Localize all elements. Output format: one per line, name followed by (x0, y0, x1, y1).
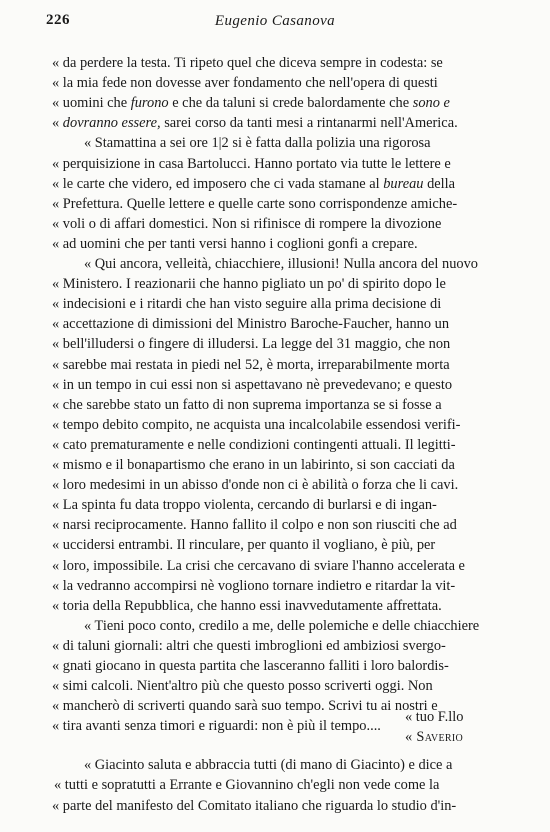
text-line: « Ministero. I reazionarii che hanno pigliato un po' di spirito dopo le (52, 276, 446, 293)
text-line: « toria della Repubblica, che hanno essi inavvedutamente affrettata. (52, 597, 442, 614)
text-line: « la vedranno accompirsi nè vogliono tornare indietro e ritardar la vit- (52, 577, 456, 594)
text-line: « tira avanti senza timori e riguardi: non è più il tempo.... (52, 718, 381, 735)
text-line: « la mia fede non dovesse aver fondamento che nell'opera di questi (52, 75, 438, 92)
text-line: « Giacinto saluta e abbraccia tutti (di mano di Giacinto) e dice a (84, 757, 453, 773)
running-head: Eugenio Casanova (214, 13, 336, 29)
text-line: « Qui ancora, velleità, chiacchiere, illusioni! Nulla ancora del nuovo (84, 256, 478, 272)
page-number: 226 (46, 12, 70, 28)
text-line: « tempo debito compito, ne acquista una incalcolabile essendosi verifi- (52, 416, 461, 433)
text-line: « uomini che furono e che da taluni si crede balordamente che sono e (52, 95, 450, 112)
text-line: « mancherò di scriverti quando sarà suo tempo. Scrivi tu ai nostri e (52, 698, 438, 715)
text-line: « le carte che videro, ed imposero che ci vada stamane al bureau della (52, 175, 456, 192)
text-line: « accettazione di dimissioni del Ministro Baroche-Faucher, hanno un (52, 316, 450, 333)
signature-closing: « tuo F.llo (405, 709, 464, 725)
text-line: « indecisioni e i ritardi che han visto seguire alla prima decisione di (52, 296, 442, 313)
text-line: « cato prematuramente e nelle condizioni contingenti attuali. Il legitti- (52, 436, 456, 453)
page-header (0, 12, 550, 36)
text-line: « in un tempo in cui essi non si aspettavano nè prevedevano; e questo (52, 376, 453, 393)
text-line: « Tieni poco conto, credilo a me, delle polemiche e delle chiacchiere (84, 617, 480, 634)
text-line: « Prefettura. Quelle lettere e quelle carte sono corrispondenze amiche- (52, 195, 458, 212)
text-line: « sarebbe mai restata in piedi nel 52, è morta, irreparabilmente morta (52, 356, 450, 373)
text-line: « voli o di affari domestici. Non si rifinisce di rompere la divozione (52, 215, 442, 232)
text-line: « ad uomini che per tanti versi hanno i coglioni gonfi a crepare. (52, 235, 418, 252)
text-line: « Stamattina a sei ore 1|2 si è fatta dalla polizia una rigorosa (84, 135, 431, 152)
text-line: « loro medesimi in un abisso d'onde non ci è abilità o forza che li cavi. (52, 477, 459, 494)
text-line: « che sarebbe stato un fatto di non suprema importanza se si fosse a (52, 396, 442, 413)
text-line: « dovranno essere, sarei corso da tanti mesi a rintanarmi nell'America. (52, 115, 458, 132)
text-line: « La spinta fu data troppo violenta, cercando di burlarsi e di ingan- (52, 497, 437, 514)
text-line: « perquisizione in casa Bartolucci. Hanno portato via tutte le lettere e (52, 155, 451, 172)
text-line: « loro, impossibile. La crisi che cercavano di sviare l'hanno accelerata e (52, 557, 465, 574)
text-line: « parte del manifesto del Comitato italiano che riguarda lo studio d'in- (52, 798, 457, 814)
text-line: « narsi reciprocamente. Hanno fallito il colpo e non son riusciti che ad (52, 517, 457, 534)
text-line: « bell'illudersi o fingere di illudersi. La legge del 31 maggio, che non (52, 336, 451, 353)
text-line: « gnati giocano in questa partita che lasceranno falliti i loro balordis- (52, 658, 449, 674)
text-line: « simi calcoli. Nient'altro più che questo posso scriverti oggi. Non (52, 678, 433, 695)
text-line: « tutti e sopratutti a Errante e Giovannino ch'egli non vede come la (54, 777, 440, 793)
text-line: « mismo e il bonapartismo che erano in un labirinto, si son cacciati da (52, 457, 455, 473)
signature-name: « Saverio (405, 729, 463, 745)
text-line: « di taluni giornali: altri che questi imbroglioni ed ambiziosi svergo- (52, 637, 446, 654)
text-line: « da perdere la testa. Ti ripeto quel che diceva sempre in codesta: se (52, 55, 443, 71)
text-line: « uccidersi entrambi. Il rinculare, per quanto il vogliano, è più, per (52, 537, 436, 554)
